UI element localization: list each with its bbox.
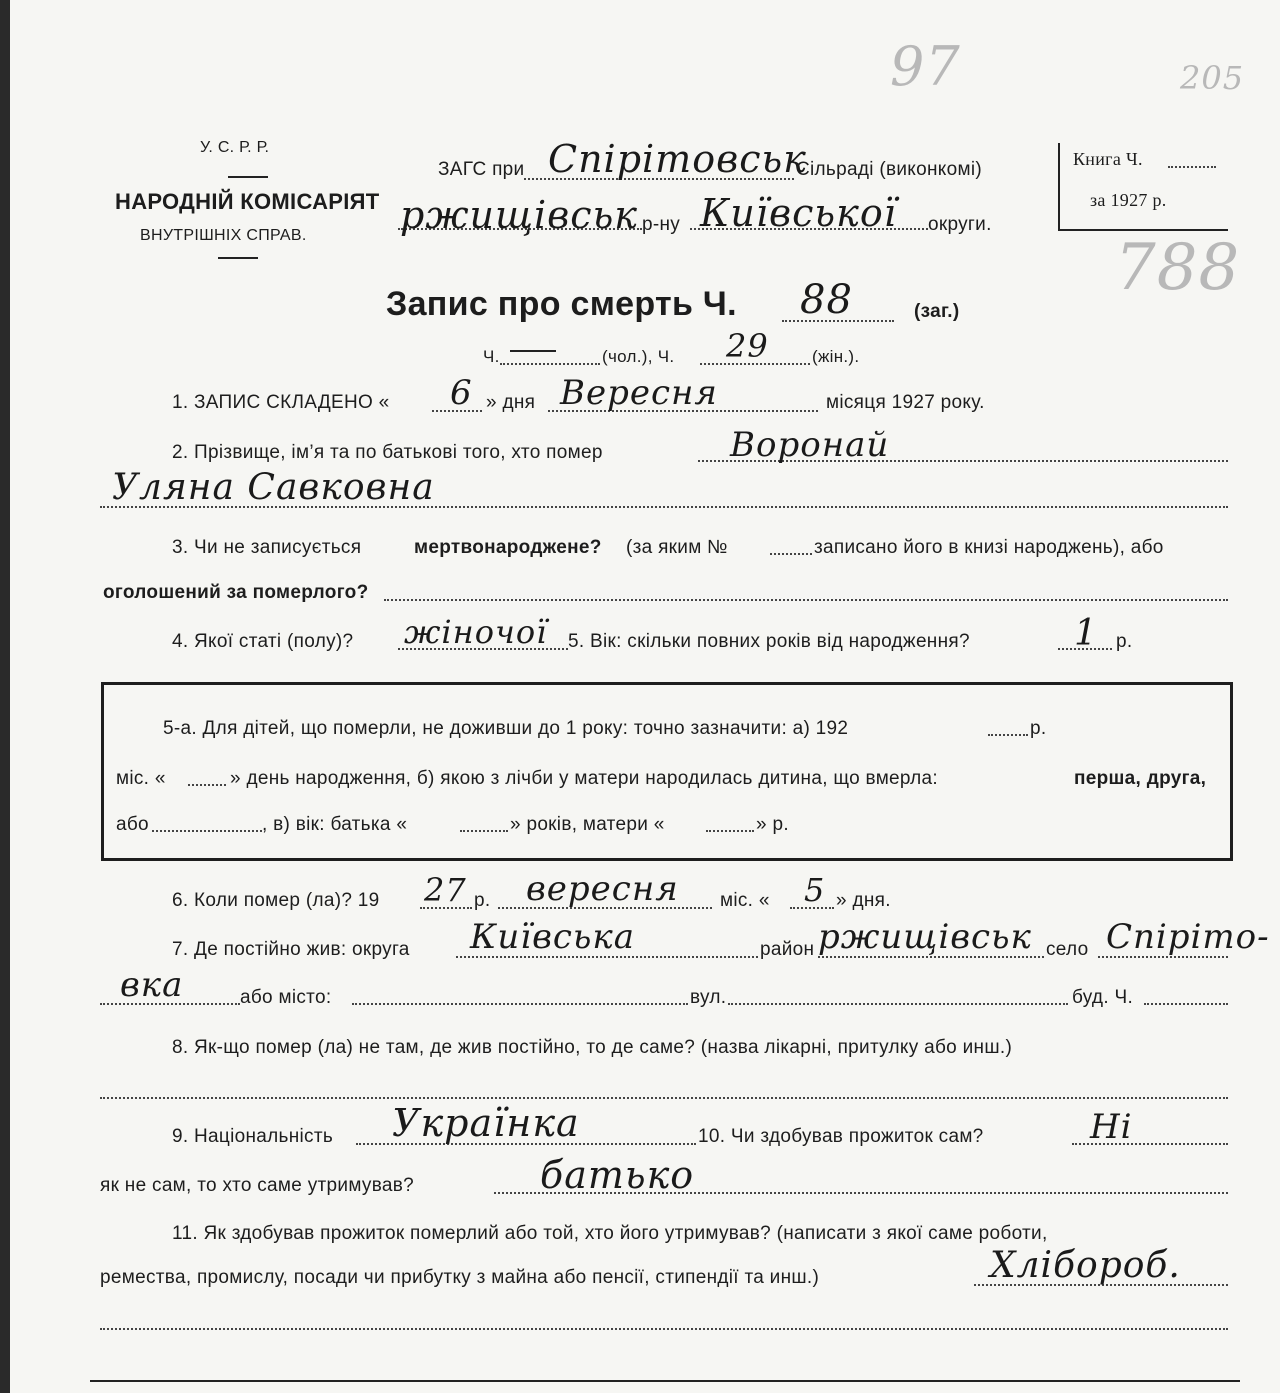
margin-mark-right: 788 — [1115, 231, 1241, 305]
record-title: Запис про смерть Ч. — [386, 285, 737, 323]
q10b-label: як не сам, то хто саме утримував? — [100, 1175, 415, 1196]
q5a-line1: 5-а. Для дітей, що померли, не доживши до 1 року: точно зазначити: а) 192 — [163, 718, 849, 739]
q4-label: 4. Якої статі (полу)? — [172, 631, 354, 652]
q9-nationality-handwritten: Українка — [392, 1101, 580, 1145]
fill-line — [188, 784, 226, 786]
margin-mark-top: 97 — [890, 35, 961, 98]
fill-line — [384, 599, 1228, 601]
q7-misto-label: або місто: — [240, 987, 332, 1008]
q7-rayon-label: район — [760, 939, 815, 960]
female-label: (жін.). — [812, 347, 860, 366]
q5a-line2-bold: перша, друга, — [1074, 768, 1207, 789]
fill-line — [706, 830, 754, 832]
fill-line — [988, 734, 1028, 736]
q9-label: 9. Національність — [172, 1126, 334, 1147]
q7-vul-label: вул. — [690, 987, 727, 1008]
q3-bold-declared: оголошений за померлого? — [103, 582, 369, 603]
scan-edge — [0, 0, 10, 1393]
record-number-handwritten: 88 — [800, 277, 853, 323]
q6-label: 6. Коли помер (ла)? 19 — [172, 890, 380, 911]
q3-mid: (за яким № — [626, 537, 728, 558]
zags-prefix: ЗАГС при — [438, 159, 525, 180]
q5a-line2b: » день народження, б) якою з лічби у матери народилась дитина, що вмерла: — [230, 768, 938, 789]
q2-name-handwritten: Уляна Савковна — [112, 467, 435, 508]
rayon-handwritten: ржищівськ — [400, 193, 638, 237]
q6-month-label: міс. « — [720, 890, 770, 911]
q7-label: 7. Де постійно жив: округа — [172, 939, 410, 960]
fill-line — [352, 1003, 688, 1005]
q1-day-label: » дня — [486, 392, 536, 413]
q5-label: 5. Вік: скільки повних років від народження? — [568, 631, 970, 652]
fill-line — [1168, 166, 1216, 168]
fill-line — [500, 363, 600, 365]
q5-age-unit: р. — [1116, 631, 1133, 652]
q11-line2: ремества, промислу, посади чи прибутку з майна або пенсії, стипендії та инш.) — [100, 1267, 820, 1288]
q4-sex-handwritten: жіночої — [404, 613, 548, 651]
q5a-line2a: міс. « — [116, 768, 166, 789]
margin-mark-top-right: 205 — [1180, 59, 1245, 97]
male-label: (чол.), Ч. — [602, 347, 675, 366]
q5a-line3b: , в) вік: батька « — [262, 814, 408, 835]
okruga-handwritten: Київської — [700, 191, 897, 235]
dash-mark — [510, 350, 556, 352]
divider — [228, 176, 268, 178]
q6-day-label: » дня. — [836, 890, 891, 911]
fill-line — [460, 830, 508, 832]
ministry-title: ВНУТРІШНІХ СПРАВ. — [140, 227, 307, 244]
q5a-line3a: або — [116, 814, 149, 835]
q5a-line3c: » років, матери « — [510, 814, 665, 835]
commissariat-title: НАРОДНІЙ КОМІСАРІЯТ — [115, 189, 380, 214]
q3-end: записано його в книзі народжень), або — [814, 537, 1164, 558]
q6-year-handwritten: 27 — [424, 871, 467, 909]
q11-line1: 11. Як здобував прожиток померлий або той, хто його утримував? (написати з якої саме роботи, — [172, 1223, 1048, 1244]
q11-answer-handwritten: Хлібороб. — [990, 1245, 1181, 1286]
zags-suffix: Сільраді (виконкомі) — [796, 159, 982, 180]
divider — [218, 257, 258, 259]
q7-selo-handwritten: Спіріто- — [1106, 917, 1270, 957]
q6-year-label: р. — [474, 890, 491, 911]
q7-bud-label: буд. Ч. — [1072, 987, 1134, 1008]
q2-surname-handwritten: Воронай — [730, 425, 890, 465]
q8-label: 8. Як-що помер (ла) не там, де жив постійно, то де саме? (назва лікарні, притулку або инш.) — [172, 1037, 1013, 1058]
bottom-rule — [90, 1380, 1240, 1382]
q2-label: 2. Прізвище, ім’я та по батькові того, хто помер — [172, 442, 603, 463]
q1-day-handwritten: 6 — [450, 373, 473, 413]
female-count-handwritten: 29 — [726, 327, 769, 365]
male-prefix: Ч. — [483, 347, 500, 366]
q3-label: 3. Чи не записується — [172, 537, 362, 558]
book-box-left — [1058, 143, 1060, 231]
record-suffix: (заг.) — [914, 301, 960, 322]
q1-label: 1. ЗАПИС СКЛАДЕНО « — [172, 392, 390, 413]
q1-month-label: місяця 1927 року. — [826, 392, 985, 413]
fill-line — [1144, 1003, 1228, 1005]
q6-day-handwritten: 5 — [804, 871, 826, 909]
q7-okruga-handwritten: Київська — [470, 917, 636, 957]
fill-line — [100, 1097, 1228, 1099]
usrr-label: У. С. Р. Р. — [200, 139, 270, 156]
fill-line — [770, 553, 812, 555]
q5-age-handwritten: 1 — [1074, 613, 1098, 654]
q3-bold-stillborn: мертвонароджене? — [414, 537, 602, 558]
q1-month-handwritten: Вересня — [560, 373, 718, 413]
q5a-line1-end: р. — [1030, 718, 1047, 739]
fill-line — [152, 830, 262, 832]
book-year: за 1927 р. — [1090, 190, 1167, 210]
village-handwritten: Спірітовськ — [548, 137, 807, 181]
q10-answer-handwritten: Ні — [1090, 1107, 1133, 1147]
okruga-label: округи. — [928, 214, 992, 235]
book-label: Книга Ч. — [1073, 149, 1143, 169]
q10-label: 10. Чи здобував прожиток сам? — [698, 1126, 984, 1147]
q7-rayon-handwritten: ржищівськ — [818, 917, 1032, 957]
rayon-label: р-ну — [642, 214, 681, 235]
q5a-line3d: » р. — [756, 814, 789, 835]
q10b-answer-handwritten: батько — [540, 1153, 695, 1197]
fill-line — [100, 1328, 1228, 1330]
q6-month-handwritten: вересня — [526, 869, 679, 909]
book-box-bottom — [1058, 229, 1228, 231]
q7-selo-label: село — [1046, 939, 1089, 960]
fill-line — [728, 1003, 1068, 1005]
q7-selo-handwritten-cont: вка — [120, 965, 184, 1005]
